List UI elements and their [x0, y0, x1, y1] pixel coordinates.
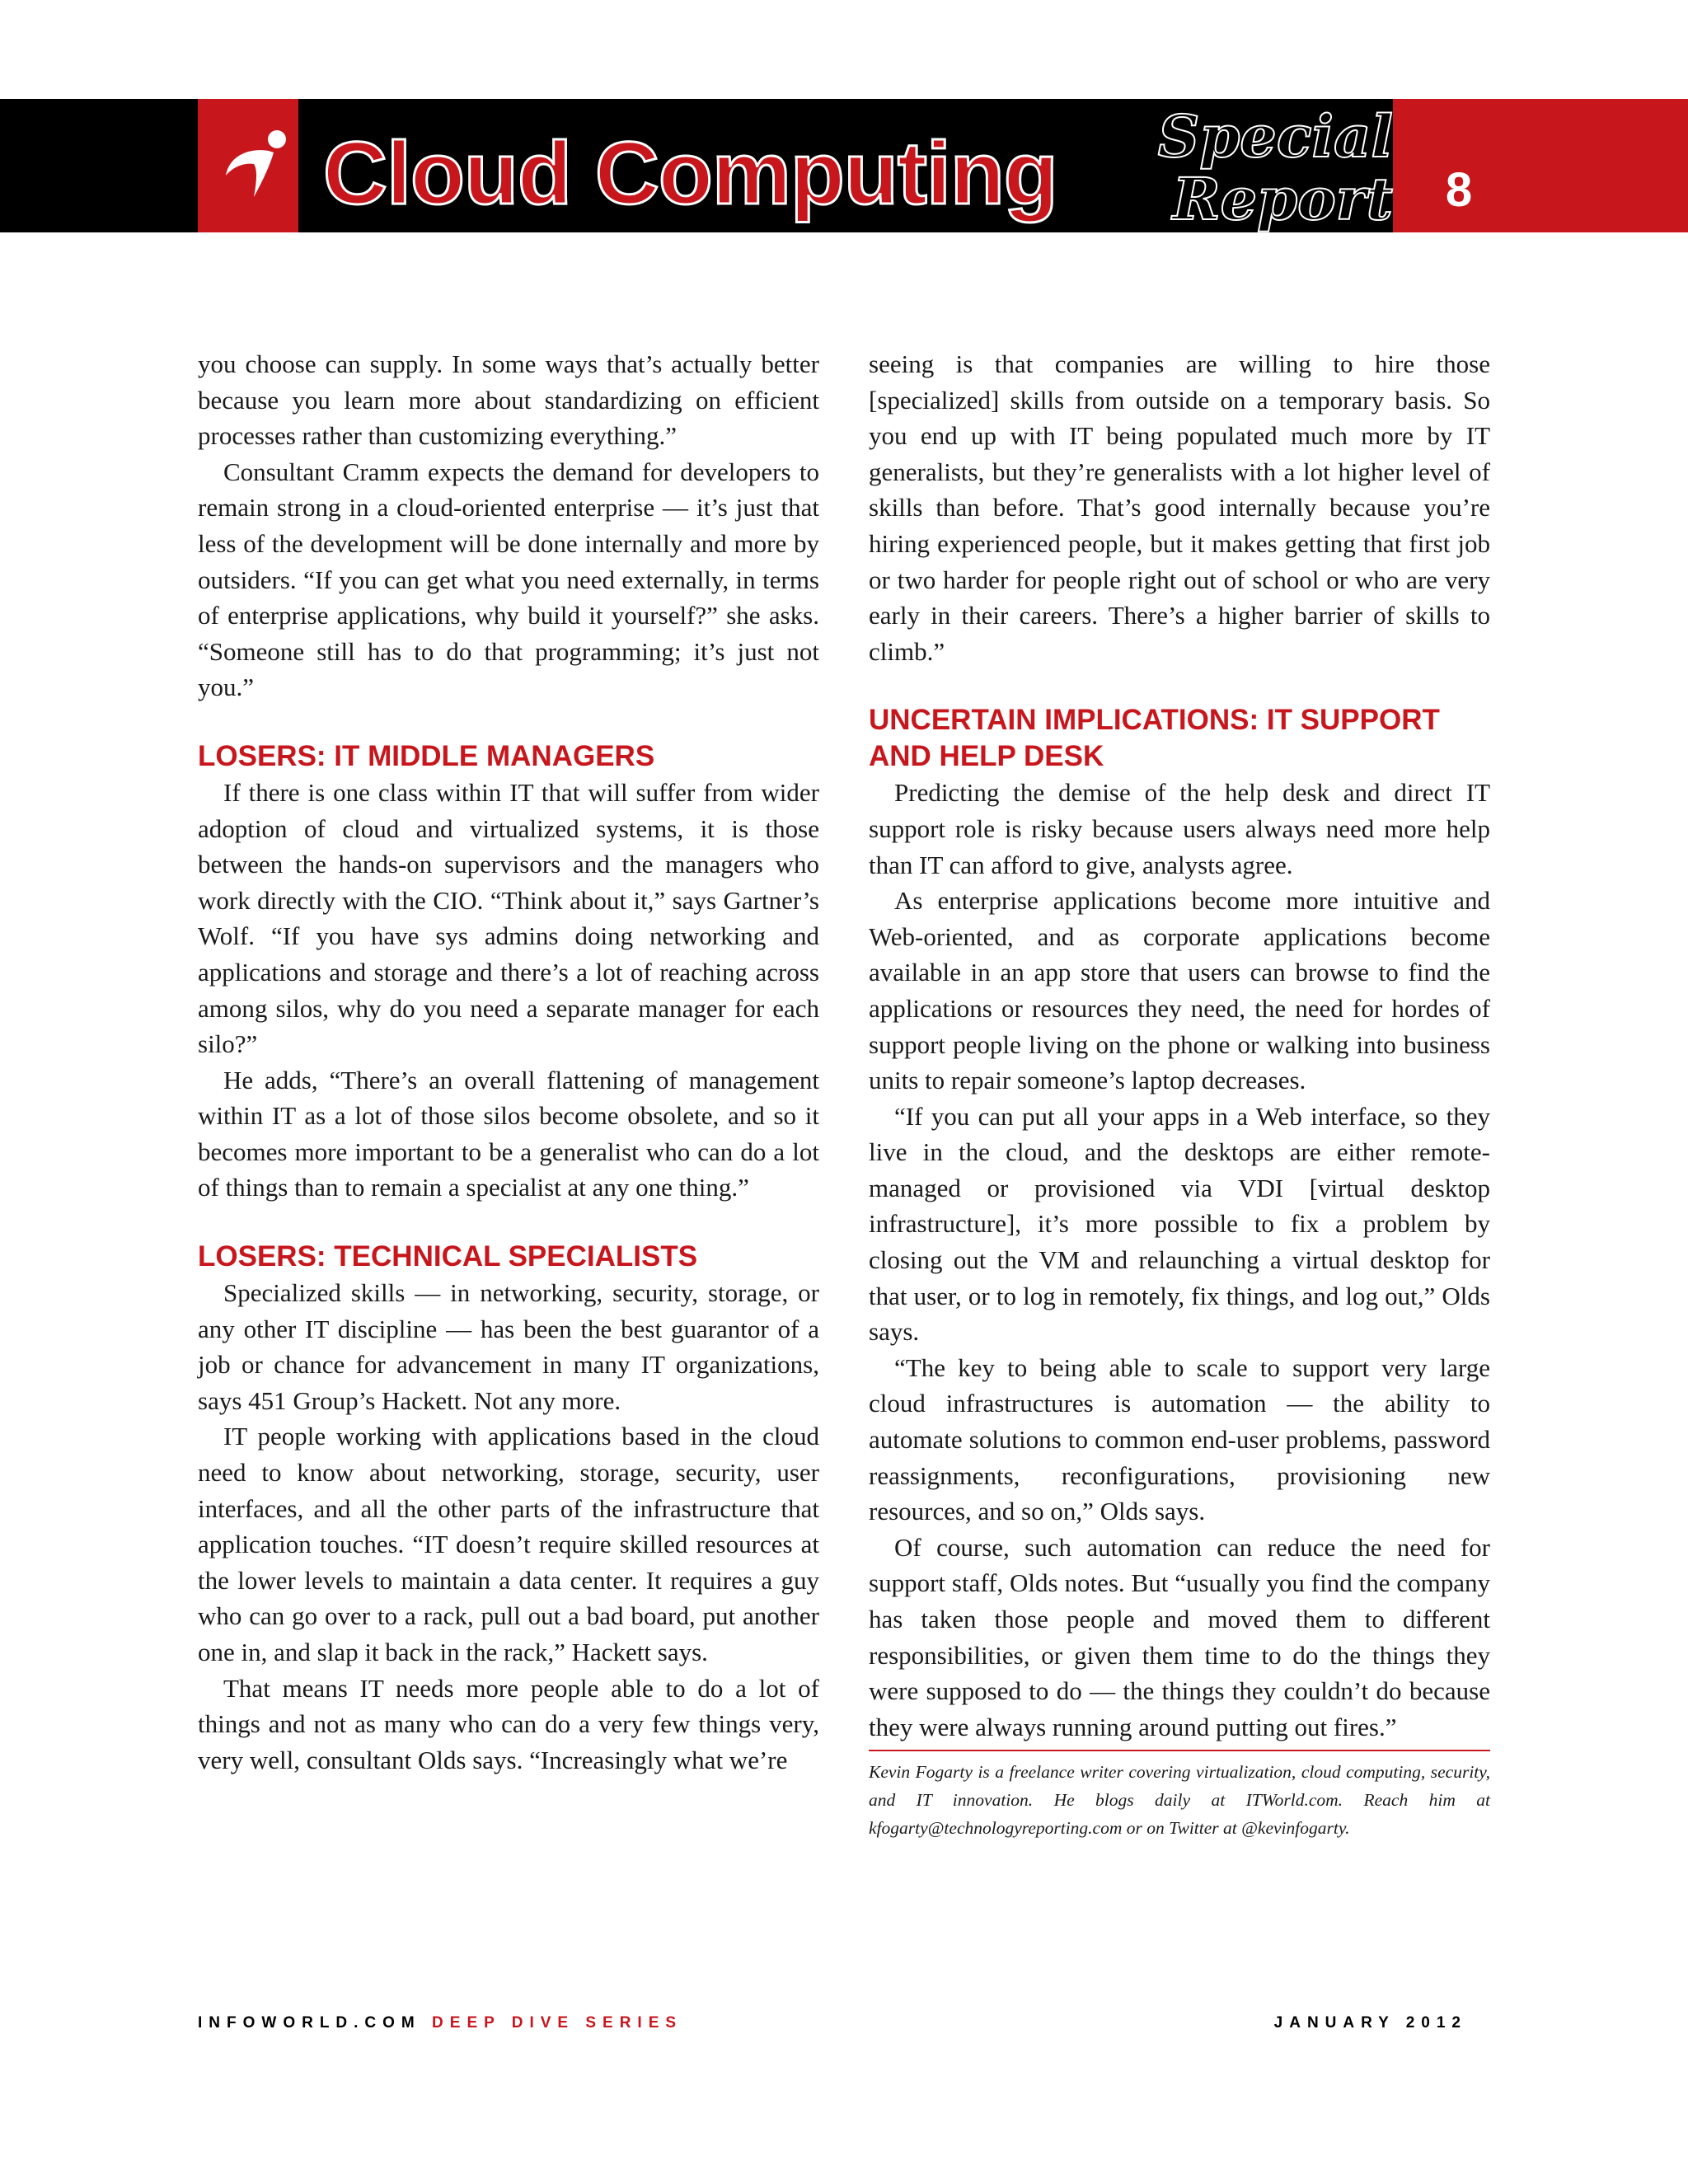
paragraph: Specialized skills — in networking, security, storage, or any other IT discipline — has been the best guarantor of a job or chance for advancement in many IT organizations, says 451 Group’s Hackett. Not any more.: [198, 1278, 819, 1415]
paragraph: That means IT needs more people able to do a lot of things and not as many who can do a very few things very, very well, consultant Olds says. “Increasingly what we’re: [198, 1673, 819, 1774]
paragraph: Predicting the demise of the help desk and direct IT support role is risky because users always need more help than IT can afford to give, analysts agree.: [869, 778, 1490, 879]
infoworld-logo-icon: [221, 128, 297, 204]
footer-date: JANUARY 2012: [1273, 2014, 1467, 2032]
paragraph: He adds, “There’s an overall flattening of management within IT as a lot of those silos become obsolete, and so it becomes more important to be a generalist who can do a lot of things than to remain a specialist at any one thing.”: [198, 1065, 819, 1202]
paragraph: seeing is that companies are willing to hire those [specialized] skills from outside on a temporary basis. So you end up with IT being populated much more by IT generalists, but they’re generalists with a lot higher level of skills than before. That’s good internally because you’re hiring experienced people, but it makes getting that first job or two harder for people right out of school or who are very early in their careers. There’s a higher barrier of skills to climb.”: [869, 349, 1490, 666]
footer-site: INFOWORLD.COM: [198, 2014, 421, 2032]
section-heading-middle-managers: LOSERS: IT MIDDLE MANAGERS: [198, 739, 655, 772]
footer-series-name: DEEP DIVE SERIES: [432, 2014, 683, 2032]
author-bio: Kevin Fogarty is a freelance writer covering virtualization, cloud computing, security, and IT innovation. He blogs daily at ITWorld.com. Reach him at kfogarty@technologyreporting.com or on Twitter at @kevinfogarty.: [869, 1762, 1490, 1839]
paragraph: If there is one class within IT that will suffer from wider adoption of cloud and virtualized systems, it is those between the hands-on supervisors and the managers who work directly with the CIO. “Think about it,” says Gartner’s Wolf. “If you have sys admins doing networking and applications and storage and there’s a lot of reaching across among silos, why do you need a separate manager for each silo?”: [198, 777, 819, 1059]
right-column: [869, 346, 1490, 1842]
section-heading-it-support: UNCERTAIN IMPLICATIONS: IT SUPPORT AND HELP DESK: [869, 704, 1440, 773]
bio-divider: [869, 1750, 1490, 1751]
paragraph: As enterprise applications become more intuitive and Web-oriented, and as corporate applications become available in an app store that users can browse to find the applications or resources they need, the need for hordes of support people living on the phone or walking into business units to repair someone’s laptop decreases.: [869, 886, 1490, 1095]
footer-series: [198, 2013, 682, 2034]
special-report-label: [1137, 102, 1393, 233]
section-heading-technical-specialists: LOSERS: TECHNICAL SPECIALISTS: [198, 1240, 698, 1273]
paragraph: Of course, such automation can reduce the need for support staff, Olds notes. But “usually you find the company has taken those people and moved them to different responsibilities, or given them time to do the things they were supposed to do — the things they couldn’t do because they were always running around putting out fires.”: [869, 1532, 1490, 1741]
paragraph: you choose can supply. In some ways that’s actually better because you learn more about standardizing on efficient processes rather than customizing everything.”: [198, 349, 819, 451]
paragraph: “The key to being able to scale to support very large cloud infrastructures is automation — the ability to automate solutions to common end-user problems, password reassignments, reconfigurations, provisioning new resources, and so on,” Olds says.: [869, 1352, 1490, 1526]
special-label-line1: Special: [1157, 102, 1393, 171]
page-number: 8: [1445, 163, 1473, 217]
special-label-line2: Report: [1172, 165, 1393, 233]
paragraph: Consultant Cramm expects the demand for developers to remain strong in a cloud-oriented enterprise — it’s just that less of the development will be done internally and more by outsiders. “If you can get what you need externally, in terms of enterprise applications, why build it yourself?” she asks. “Someone still has to do that programming; it’s just not you.”: [198, 457, 819, 702]
paragraph: “If you can put all your apps in a Web interface, so they live in the cloud, and the desktops are either remote-managed or provisioned via VDI [virtual desktop infrastructure], it’s more possible to fix a problem by closing out the VM and relaunching a virtual desktop for that user, or to log in remotely, fix things, and log out,” Olds says.: [869, 1101, 1490, 1347]
section-title: Cloud Computing: [323, 123, 1057, 223]
paragraph: IT people working with applications based in the cloud need to know about networking, storage, security, user interfaces, and all the other parts of the infrastructure that application touches. “IT doesn’t require skilled resources at the lower levels to maintain a data center. It requires a guy who can go over to a rack, pull out a bad board, put another one in, and slap it back in the rack,” Hackett says.: [198, 1422, 819, 1666]
left-column: [198, 346, 819, 1778]
